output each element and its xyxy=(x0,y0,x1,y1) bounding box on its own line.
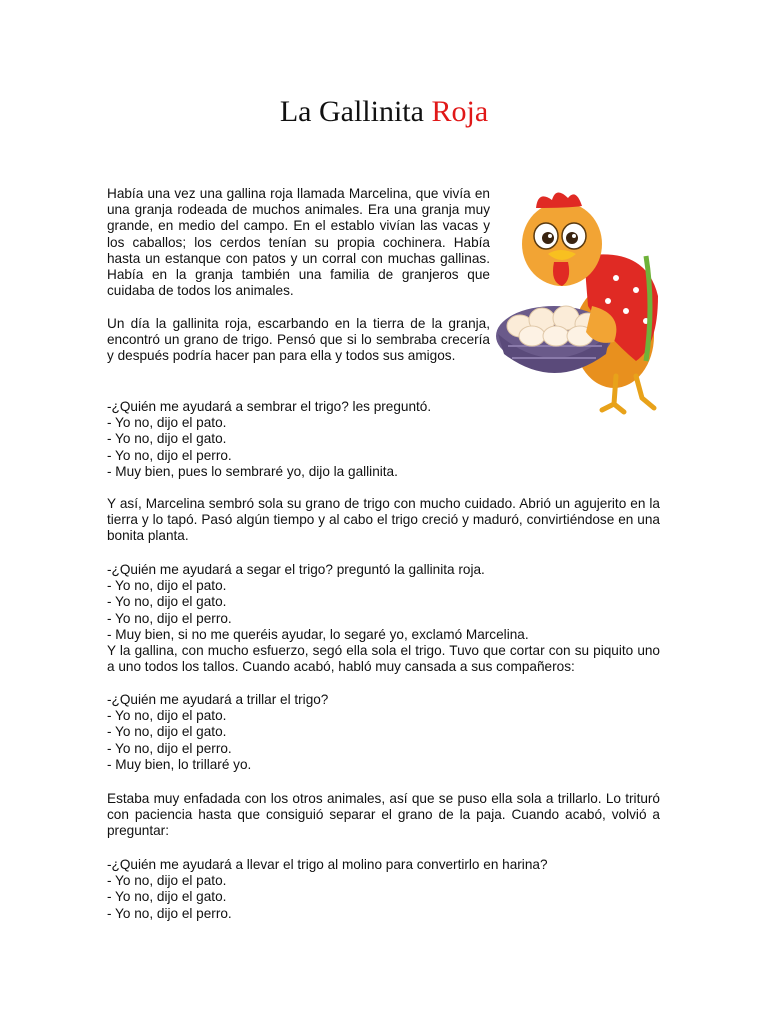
title-main: La Gallinita xyxy=(279,95,424,128)
dialogue-line: - Yo no, dijo el gato. xyxy=(107,724,227,740)
dialogue-line: - Yo no, dijo el perro. xyxy=(107,447,232,463)
dialogue-line: -¿Quién me ayudará a trillar el trigo? xyxy=(107,692,329,707)
dialogue-4 xyxy=(107,857,660,922)
dialogue-line: - Yo no, dijo el pato. xyxy=(107,578,227,594)
dialogue-line: - Yo no, dijo el perro. xyxy=(107,905,232,921)
paragraph-5: Estaba muy enfadada con los otros animales, así que se puso ella sola a trillarlo. Lo trituró con paciencia hasta que consiguió separar el grano de la paja. Cuando acabó, volvió a preguntar: xyxy=(107,791,660,839)
paragraph-2: Un día la gallinita roja, escarbando en la tierra de la granja, encontró un grano de trigo. Pensó que si lo sembraba crecería y después podría hacer pan para ella y todos sus amigos. xyxy=(107,316,490,364)
dialogue-line: - Yo no, dijo el pato. xyxy=(107,415,227,431)
dialogue-line: - Yo no, dijo el perro. xyxy=(107,610,232,626)
dialogue-line: - Muy bien, pues lo sembraré yo, dijo la gallinita. xyxy=(107,463,398,479)
dialogue-line: -¿Quién me ayudará a llevar el trigo al molino para convertirlo en harina? xyxy=(107,857,548,872)
hen-with-egg-basket-icon xyxy=(496,186,660,416)
dialogue-line: - Muy bien, si no me queréis ayudar, lo segaré yo, exclamó Marcelina. xyxy=(107,626,529,642)
paragraph-4: Y la gallina, con mucho esfuerzo, segó ella sola el trigo. Tuvo que cortar con su piquito uno a uno todos los tallos. Cuando acabó, habló muy cansada a sus compañeros: xyxy=(107,643,660,675)
dialogue-line: - Yo no, dijo el gato. xyxy=(107,594,227,610)
dialogue-line: - Yo no, dijo el pato. xyxy=(107,708,227,724)
paragraph-3: Y así, Marcelina sembró sola su grano de trigo con mucho cuidado. Abrió un agujerito en la tierra y lo tapó. Pasó algún tiempo y al cabo el trigo creció y maduró, convirtiéndose en una bonita planta. xyxy=(107,496,660,544)
document-title xyxy=(0,92,768,132)
dialogue-line: - Yo no, dijo el gato. xyxy=(107,889,227,905)
dialogue-line: -¿Quién me ayudará a sembrar el trigo? les preguntó. xyxy=(107,399,432,414)
dialogue-line: - Yo no, dijo el pato. xyxy=(107,873,227,889)
dialogue-3 xyxy=(107,692,660,773)
title-accent: Roja xyxy=(431,95,489,128)
paragraph-1: Había una vez una gallina roja llamada Marcelina, que vivía en una granja rodeada de muchos animales. Era una granja muy grande, en medio del campo. En el establo vivían las vacas y los caballos; los cerdos tenían su propia cochinera. Había hasta un estanque con patos y un corral con muchas gallinas. Había en la granja también una familia de granjeros que cuidaba de todos los animales. xyxy=(107,186,490,299)
dialogue-line: - Muy bien, lo trillaré yo. xyxy=(107,756,252,772)
dialogue-2 xyxy=(107,562,660,643)
dialogue-line: - Yo no, dijo el gato. xyxy=(107,431,227,447)
dialogue-line: - Yo no, dijo el perro. xyxy=(107,740,232,756)
dialogue-line: -¿Quién me ayudará a segar el trigo? preguntó la gallinita roja. xyxy=(107,562,485,577)
